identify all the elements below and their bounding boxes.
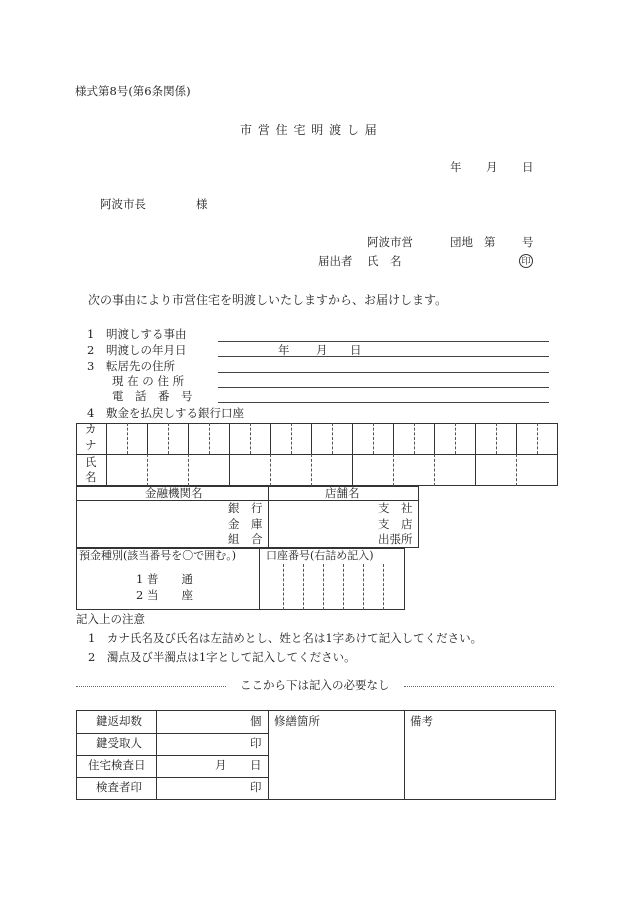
account-cell-divider — [303, 564, 304, 610]
kana-cell-divider — [516, 423, 517, 454]
current-address-label: 現 在 の 住 所 — [112, 374, 185, 388]
item2-field[interactable] — [218, 356, 549, 357]
item3-field[interactable] — [218, 372, 549, 373]
inst-type-kumiai: 組 合 — [228, 532, 263, 546]
office-row-label-inspector-seal: 検査者印 — [96, 780, 142, 794]
kana-cell-divider — [414, 423, 415, 454]
date-month: 月 — [486, 160, 498, 174]
housing-danchi: 団地 — [450, 235, 473, 249]
kana-cell-divider — [229, 423, 230, 454]
item2-label: 明渡しの年月日 — [106, 343, 187, 357]
institution-header: 金融機関名 — [145, 486, 203, 500]
deposit-option-toza[interactable]: 2 当 座 — [136, 588, 193, 602]
deposit-table-divider — [259, 548, 260, 610]
page-title: 市 営 住 宅 明 渡 し 届 — [240, 123, 378, 137]
item2-num: 2 — [87, 343, 95, 357]
note-2: 2 濁点及び半濁点は1字として記入してください。 — [88, 650, 356, 664]
kana-cell-divider — [455, 423, 456, 454]
office-row-label-inspection-date: 住宅検査日 — [88, 758, 146, 772]
remarks-label: 備考 — [410, 714, 433, 728]
kana-cell-divider — [209, 423, 210, 454]
branch-header: 店舗名 — [325, 486, 360, 500]
item3-num: 3 — [87, 359, 95, 373]
office-row-label-keys-returned: 鍵返却数 — [96, 714, 142, 728]
office-row-divider-1 — [76, 733, 268, 734]
name-cell-divider — [147, 454, 148, 486]
kana-cell-divider — [270, 423, 271, 454]
item1-label: 明渡しする事由 — [106, 327, 187, 341]
divider-left — [76, 686, 226, 687]
office-row-value-keys-returned: 個 — [250, 714, 262, 728]
kana-cell-divider — [311, 423, 312, 454]
kana-cell-divider — [496, 423, 497, 454]
name-cell-divider — [311, 454, 312, 486]
office-row-month: 月 — [215, 758, 227, 772]
account-header: 口座番号(右詰め記入) — [266, 549, 374, 562]
housing-go: 号 — [522, 235, 534, 249]
office-row-divider-3 — [76, 777, 268, 778]
office-remarks-divider — [404, 710, 405, 800]
deposit-header: 預金種別(該当番号を〇で囲む。) — [79, 549, 237, 562]
kana-cell-divider — [537, 423, 538, 454]
name-grid-label-divider — [106, 423, 107, 486]
item1-field[interactable] — [218, 341, 549, 342]
office-row-day: 日 — [250, 758, 262, 772]
kana-label-2: ナ — [85, 438, 97, 452]
kana-cell-divider — [147, 423, 148, 454]
repair-label: 修繕箇所 — [274, 714, 320, 728]
name-label-1: 氏 — [85, 455, 97, 469]
applicant-name-label: 氏 名 — [367, 254, 402, 268]
housing-city: 阿波市営 — [367, 235, 413, 249]
inst-type-kinko: 金 庫 — [228, 517, 263, 531]
account-cell-divider — [323, 564, 324, 610]
intro-text: 次の事由により市営住宅を明渡しいたしますから、お届けします。 — [88, 293, 448, 307]
kana-cell-divider — [250, 423, 251, 454]
phone-field[interactable] — [218, 402, 549, 403]
bank-table-divider — [268, 486, 269, 548]
office-row-value-inspector-seal: 印 — [250, 780, 262, 794]
form-number: 様式第8号(第6条関係) — [75, 84, 191, 98]
date-year: 年 — [450, 160, 462, 174]
name-cell-divider — [352, 454, 353, 486]
notes-title: 記入上の注意 — [76, 612, 145, 626]
current-address-field[interactable] — [218, 387, 549, 388]
note-1: 1 カナ氏名及び氏名は左詰めとし、姓と名は1字あけて記入してください。 — [88, 631, 483, 645]
deposit-option-futsu[interactable]: 1 普 通 — [136, 572, 193, 586]
applicant-label: 届出者 — [318, 254, 353, 268]
name-cell-divider — [475, 454, 476, 486]
kana-cell-divider — [352, 423, 353, 454]
office-row-label-key-recipient: 鍵受取人 — [96, 736, 142, 750]
kana-cell-divider — [127, 423, 128, 454]
addressee-name: 阿波市長 — [100, 197, 146, 211]
kana-cell-divider — [168, 423, 169, 454]
kana-cell-divider — [393, 423, 394, 454]
branch-type-shisha: 支 社 — [378, 501, 413, 515]
account-cell-divider — [283, 564, 284, 610]
name-cell-divider — [270, 454, 271, 486]
office-repair-divider — [268, 710, 269, 800]
name-cell-divider — [516, 454, 517, 486]
name-cell-divider — [434, 454, 435, 486]
account-cell-divider — [343, 564, 344, 610]
name-cell-divider — [393, 454, 394, 486]
item4-label: 敷金を払戻しする銀行口座 — [106, 406, 244, 420]
branch-type-shucchojo: 出張所 — [378, 532, 413, 546]
kana-cell-divider — [373, 423, 374, 454]
inst-type-bank: 銀 行 — [228, 501, 263, 515]
kana-label-1: カ — [85, 422, 97, 436]
kana-cell-divider — [291, 423, 292, 454]
kana-cell-divider — [434, 423, 435, 454]
name-cell-divider — [188, 454, 189, 486]
item1-num: 1 — [87, 327, 95, 341]
item3-label: 転居先の住所 — [106, 359, 175, 373]
divider-text: ここから下は記入の必要なし — [240, 678, 390, 692]
seal-mark: 印 — [519, 254, 533, 268]
kana-cell-divider — [188, 423, 189, 454]
date-day: 日 — [522, 160, 534, 174]
addressee-honorific: 様 — [196, 197, 208, 211]
item4-num: 4 — [87, 406, 95, 420]
item2-day: 日 — [350, 343, 362, 357]
name-cell-divider — [229, 454, 230, 486]
divider-right — [404, 686, 554, 687]
phone-label: 電 話 番 号 — [112, 389, 193, 403]
name-grid-divider — [76, 454, 558, 455]
account-cell-divider — [383, 564, 384, 610]
name-label-2: 名 — [85, 470, 97, 484]
account-cell-divider — [363, 564, 364, 610]
kana-cell-divider — [475, 423, 476, 454]
item2-month: 月 — [316, 343, 328, 357]
housing-dai: 第 — [484, 235, 496, 249]
branch-type-shiten: 支 店 — [378, 517, 413, 531]
office-row-value-key-recipient: 印 — [250, 736, 262, 750]
office-row-divider-2 — [76, 755, 268, 756]
kana-cell-divider — [332, 423, 333, 454]
item2-year: 年 — [278, 343, 290, 357]
